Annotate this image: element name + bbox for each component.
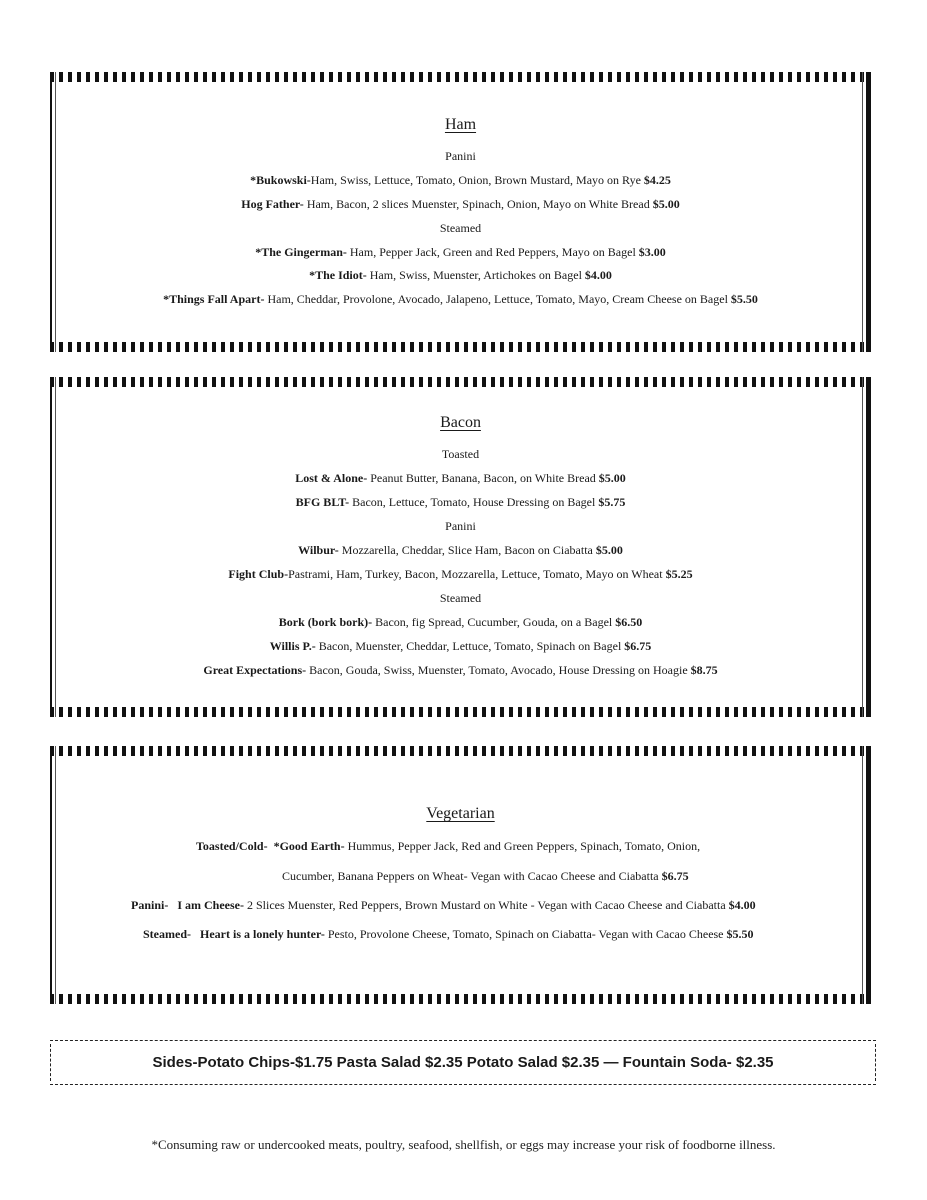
menu-item: Lost & Alone- Peanut Butter, Banana, Bacon, on White Bread $5.00 xyxy=(295,471,626,485)
menu-item: *The Gingerman- Ham, Pepper Jack, Green and Red Peppers, Mayo on Bagel $3.00 xyxy=(255,245,666,259)
group-label: Panini xyxy=(445,519,476,533)
right-border xyxy=(866,72,871,352)
bacon-section xyxy=(50,377,871,717)
menu-item: Fight Club-Pastrami, Ham, Turkey, Bacon, Mozzarella, Lettuce, Tomato, Mayo on Wheat $5.25 xyxy=(228,567,693,581)
menu-item: Great Expectations- Bacon, Gouda, Swiss, Muenster, Tomato, Avocado, House Dressing on Hoagie $8.75 xyxy=(203,663,718,677)
menu-item: Bork (bork bork)- Bacon, fig Spread, Cucumber, Gouda, on a Bagel $6.50 xyxy=(278,615,643,629)
group-label: Steamed xyxy=(439,591,482,605)
menu-item: Panini- I am Cheese- 2 Slices Muenster, Red Peppers, Brown Mustard on White - Vegan with Cacao Cheese and Ciabatta $4.00 xyxy=(131,898,756,912)
menu-item: *The Idiot- Ham, Swiss, Muenster, Artichokes on Bagel $4.00 xyxy=(309,268,612,282)
group-label: Toasted xyxy=(441,447,480,461)
sides-text: Sides-Potato Chips-$1.75 Pasta Salad $2.35 Potato Salad $2.35 — Fountain Soda- $2.35 xyxy=(152,1054,774,1071)
menu-item: Hog Father- Ham, Bacon, 2 slices Muenster, Spinach, Onion, Mayo on White Bread $5.00 xyxy=(241,197,680,211)
bottom-border xyxy=(50,994,871,1004)
section-title-vegetarian: Vegetarian xyxy=(426,805,495,822)
menu-item: Steamed- Heart is a lonely hunter- Pesto, Provolone Cheese, Tomato, Spinach on Ciabatta- Vegan with Cacao Cheese $5.50 xyxy=(143,927,754,941)
left-border xyxy=(50,746,52,1004)
menu-item: *Things Fall Apart- Ham, Cheddar, Provolone, Avocado, Jalapeno, Lettuce, Tomato, Mayo, Cream Cheese on Bagel $5.50 xyxy=(163,292,758,306)
menu-item: *Bukowski-Ham, Swiss, Lettuce, Tomato, Onion, Brown Mustard, Mayo on Rye $4.25 xyxy=(250,173,671,187)
vegetarian-section xyxy=(50,746,871,1004)
top-border xyxy=(50,377,871,387)
menu-item: Willis P.- Bacon, Muenster, Cheddar, Lettuce, Tomato, Spinach on Bagel $6.75 xyxy=(269,639,652,653)
bottom-border xyxy=(50,707,871,717)
left-border xyxy=(50,72,52,352)
disclaimer: *Consuming raw or undercooked meats, poultry, seafood, shellfish, or eggs may increase your risk of foodborne illness. xyxy=(151,1137,776,1152)
top-border xyxy=(50,72,871,82)
bottom-border xyxy=(50,342,871,352)
menu-item: BFG BLT- Bacon, Lettuce, Tomato, House Dressing on Bagel $5.75 xyxy=(295,495,626,509)
menu-item: Toasted/Cold- *Good Earth- Hummus, Pepper Jack, Red and Green Peppers, Spinach, Tomato, Onion, xyxy=(196,839,701,853)
ham-section xyxy=(50,72,871,352)
menu-item: Wilbur- Mozzarella, Cheddar, Slice Ham, Bacon on Ciabatta $5.00 xyxy=(298,543,623,557)
group-label: Panini xyxy=(445,149,476,163)
section-title-bacon: Bacon xyxy=(440,414,481,431)
section-title-ham: Ham xyxy=(444,116,477,133)
group-label: Steamed xyxy=(439,221,482,235)
sides-box xyxy=(50,1040,876,1085)
top-border xyxy=(50,746,871,756)
menu-item-continued: Cucumber, Banana Peppers on Wheat- Vegan with Cacao Cheese and Ciabatta $6.75 xyxy=(282,869,689,883)
right-border xyxy=(866,746,871,1004)
